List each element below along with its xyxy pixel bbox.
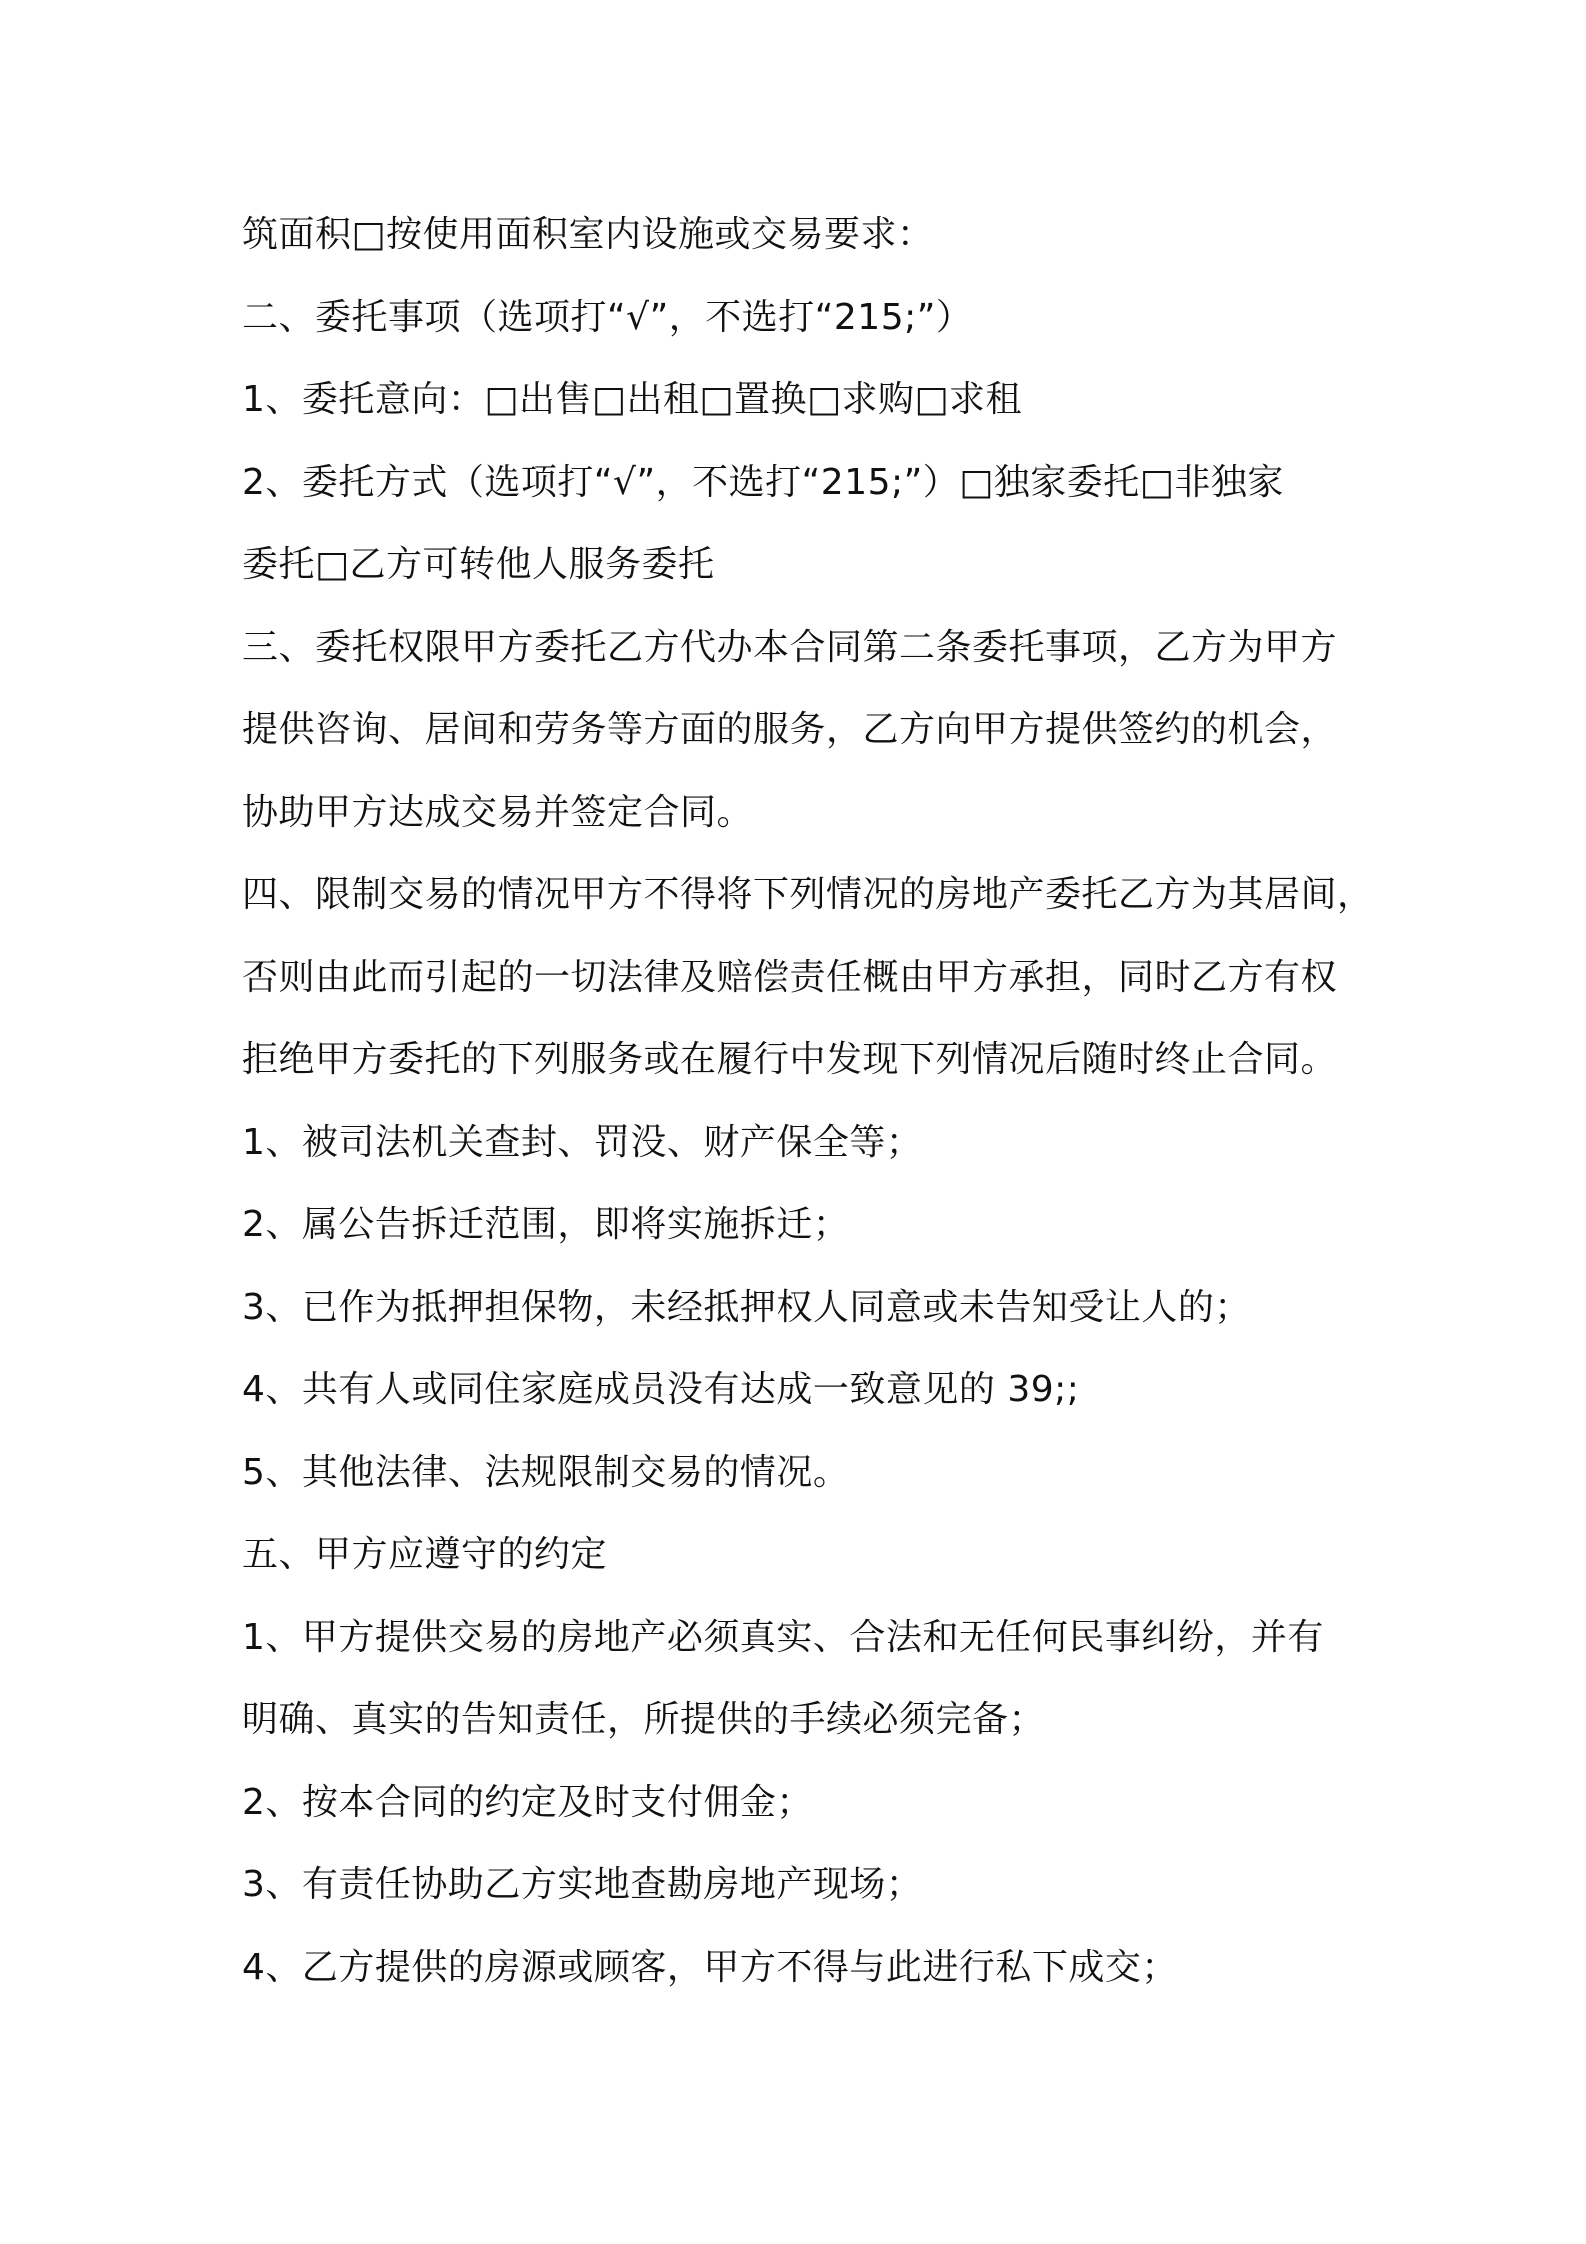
text-line-20: 2、按本合同的约定及时支付佣金； xyxy=(242,1781,813,1823)
text-line-19: 明确、真实的告知责任，所提供的手续必须完备； xyxy=(242,1699,1046,1740)
text-line-4: 2、委托方式（选项打“√”，不选打“215;”）□独家委托□非独家 xyxy=(242,461,1284,503)
text-line-15: 4、共有人或同住家庭成员没有达成一致意见的 39;; xyxy=(242,1369,1080,1410)
text-line-10: 否则由此而引起的一切法律及赔偿责任概由甲方承担，同时乙方有权 xyxy=(242,956,1338,998)
text-line-18: 1、甲方提供交易的房地产必须真实、合法和无任何民事纠纷，并有 xyxy=(242,1616,1324,1658)
text-line-1: 筑面积□按使用面积室内设施或交易要求： xyxy=(242,214,934,255)
text-line-5: 委托□乙方可转他人服务委托 xyxy=(242,544,715,585)
text-line-8: 协助甲方达成交易并签定合同。 xyxy=(242,791,754,833)
document-body xyxy=(242,194,1372,2009)
text-line-21: 3、有责任协助乙方实地查勘房地产现场； xyxy=(242,1864,923,1905)
text-line-14: 3、已作为抵押担保物，未经抵押权人同意或未告知受让人的； xyxy=(242,1286,1251,1328)
section-4-heading: 四、限制交易的情况甲方不得将下列情况的房地产委托乙方为其居间， xyxy=(242,874,1374,915)
section-5-heading: 五、甲方应遵守的约定 xyxy=(242,1534,608,1575)
section-2-heading: 二、委托事项（选项打“√”，不选打“215;”） xyxy=(242,296,973,338)
text-line-22: 4、乙方提供的房源或顾客，甲方不得与此进行私下成交； xyxy=(242,1946,1178,1988)
text-line-13: 2、属公告拆迁范围，即将实施拆迁； xyxy=(242,1204,850,1245)
text-line-3: 1、委托意向：□出售□出租□置换□求购□求租 xyxy=(242,379,1022,420)
section-3-heading: 三、委托权限甲方委托乙方代办本合同第二条委托事项，乙方为甲方 xyxy=(242,626,1338,668)
text-line-7: 提供咨询、居间和劳务等方面的服务，乙方向甲方提供签约的机会， xyxy=(242,709,1338,750)
text-line-16: 5、其他法律、法规限制交易的情况。 xyxy=(242,1451,850,1493)
text-line-11: 拒绝甲方委托的下列服务或在履行中发现下列情况后随时终止合同。 xyxy=(242,1039,1338,1080)
text-line-12: 1、被司法机关查封、罚没、财产保全等； xyxy=(242,1121,923,1163)
